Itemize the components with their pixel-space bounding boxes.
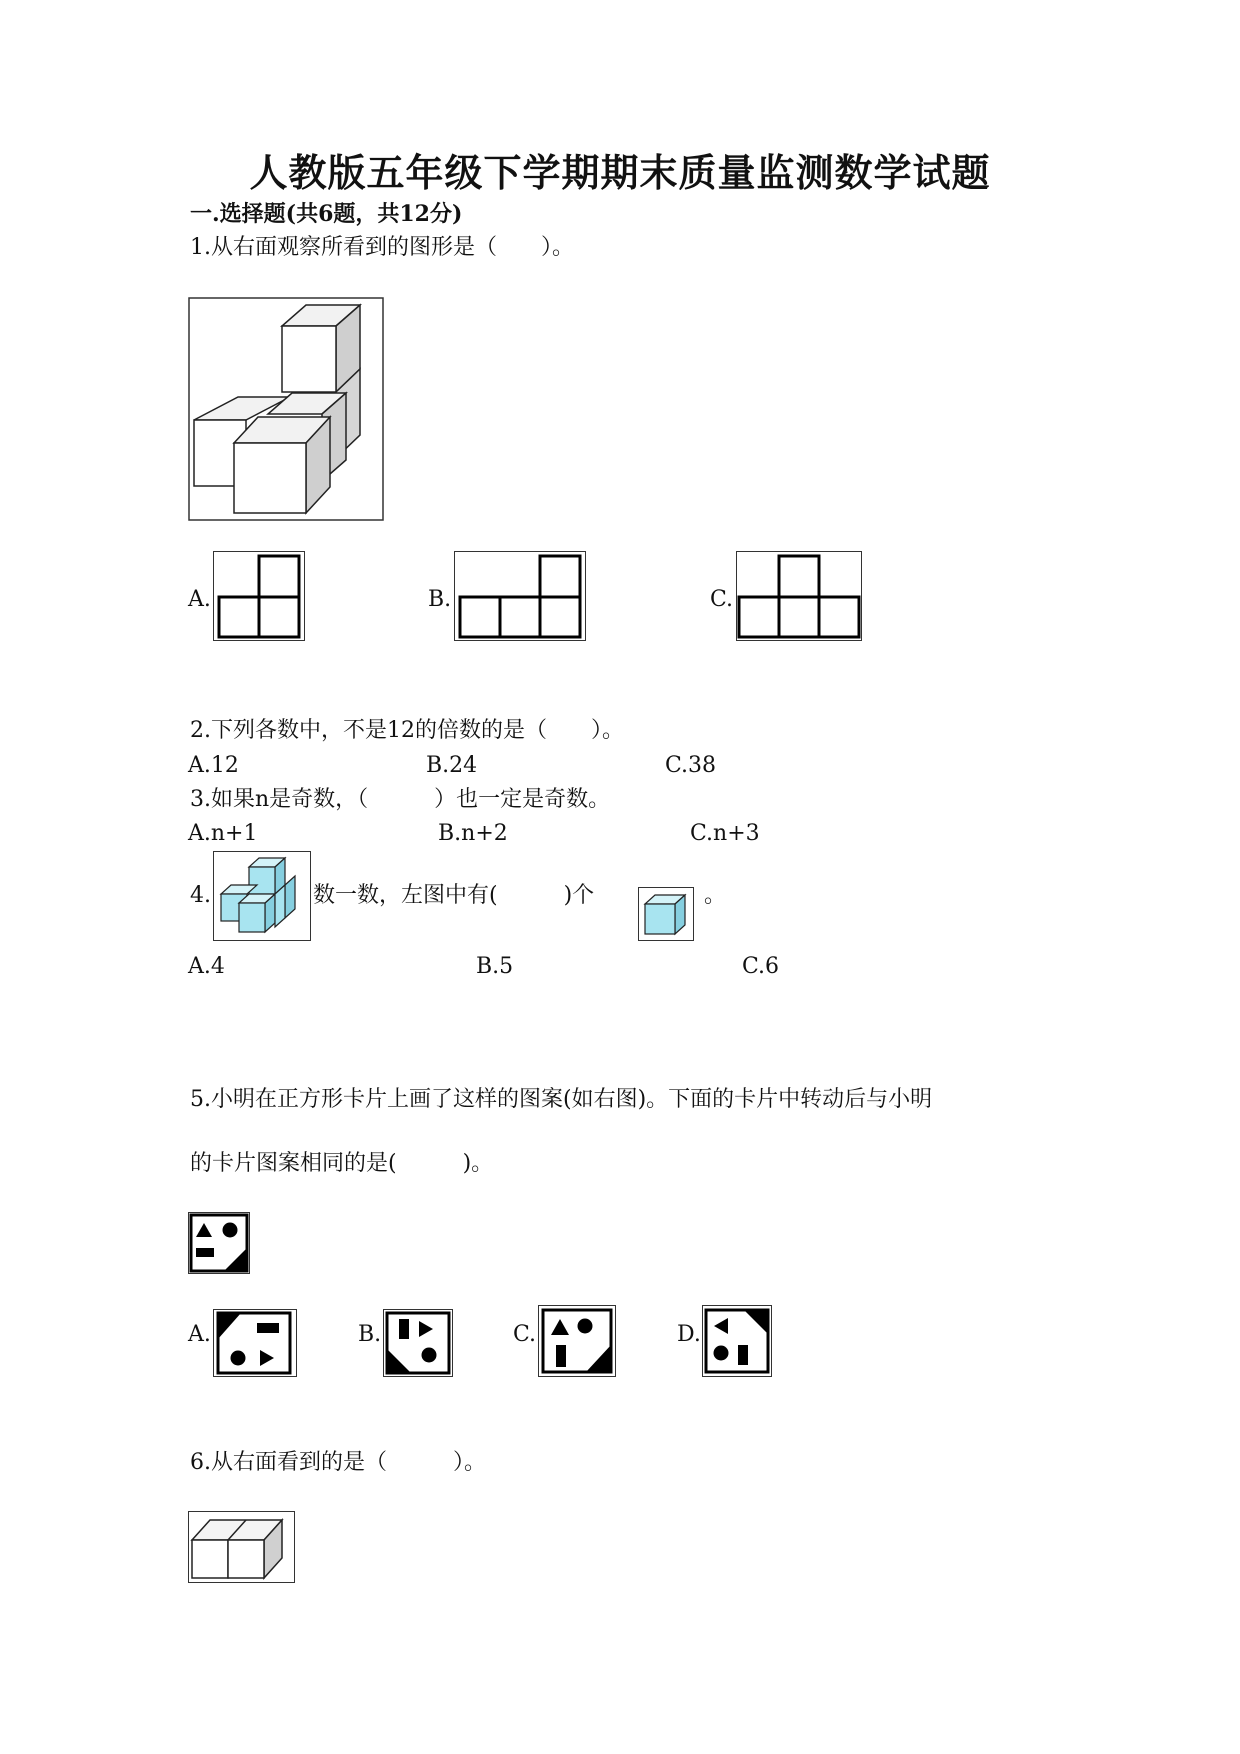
q4-stem-end: 。 <box>704 883 727 908</box>
q1-option-b-figure[interactable] <box>454 551 586 641</box>
q5-option-b-label[interactable]: B. <box>358 1322 382 1347</box>
q1-stem: 1.从右面观察所看到的图形是（ ）。 <box>190 235 574 260</box>
q4-option-a[interactable]: A.4 <box>188 954 225 979</box>
q4-number: 4. <box>190 883 211 908</box>
q1-option-a-label[interactable]: A. <box>188 587 211 612</box>
q5-original-card <box>188 1212 250 1274</box>
q5-option-c-label[interactable]: C. <box>513 1322 537 1347</box>
q2-stem: 2.下列各数中，不是12的倍数的是（ ）。 <box>190 718 624 743</box>
q5-option-a-label[interactable]: A. <box>188 1322 211 1347</box>
q5-option-a-card[interactable] <box>213 1309 297 1377</box>
q5-option-c-card[interactable] <box>538 1305 616 1377</box>
q5-stem-line1: 5.小明在正方形卡片上画了这样的图案(如右图)。下面的卡片中转动后与小明 <box>190 1087 933 1112</box>
q1-cube-figure <box>188 297 384 521</box>
section-heading: 一.选择题(共6题，共12分) <box>190 201 463 227</box>
q4-option-b[interactable]: B.5 <box>476 954 514 979</box>
q5-option-d-card[interactable] <box>702 1305 772 1377</box>
q4-unit-cube-figure <box>638 887 694 941</box>
q1-option-a-figure[interactable] <box>213 551 305 641</box>
q5-option-d-label[interactable]: D. <box>677 1322 701 1347</box>
q4-option-c[interactable]: C.6 <box>742 954 780 979</box>
q2-option-a[interactable]: A.12 <box>188 753 239 778</box>
q6-stem: 6.从右面看到的是（ ）。 <box>190 1450 486 1475</box>
q2-option-c[interactable]: C.38 <box>665 753 717 778</box>
q5-stem-line2: 的卡片图案相同的是( )。 <box>190 1151 494 1176</box>
q2-option-b[interactable]: B.24 <box>426 753 478 778</box>
q4-stem: 数一数，左图中有( )个 <box>313 883 595 908</box>
q3-stem: 3.如果n是奇数，（ ）也一定是奇数。 <box>190 787 611 812</box>
q3-option-c[interactable]: C.n+3 <box>690 821 760 846</box>
q4-cube-stack-figure <box>213 851 311 941</box>
q6-box-figure <box>188 1511 295 1583</box>
q1-option-b-label[interactable]: B. <box>428 587 452 612</box>
q1-option-c-label[interactable]: C. <box>710 587 734 612</box>
page-title: 人教版五年级下学期期末质量监测数学试题 <box>249 150 991 195</box>
q5-option-b-card[interactable] <box>383 1309 453 1377</box>
q3-option-b[interactable]: B.n+2 <box>438 821 508 846</box>
q1-option-c-figure[interactable] <box>736 551 862 641</box>
q3-option-a[interactable]: A.n+1 <box>188 821 258 846</box>
